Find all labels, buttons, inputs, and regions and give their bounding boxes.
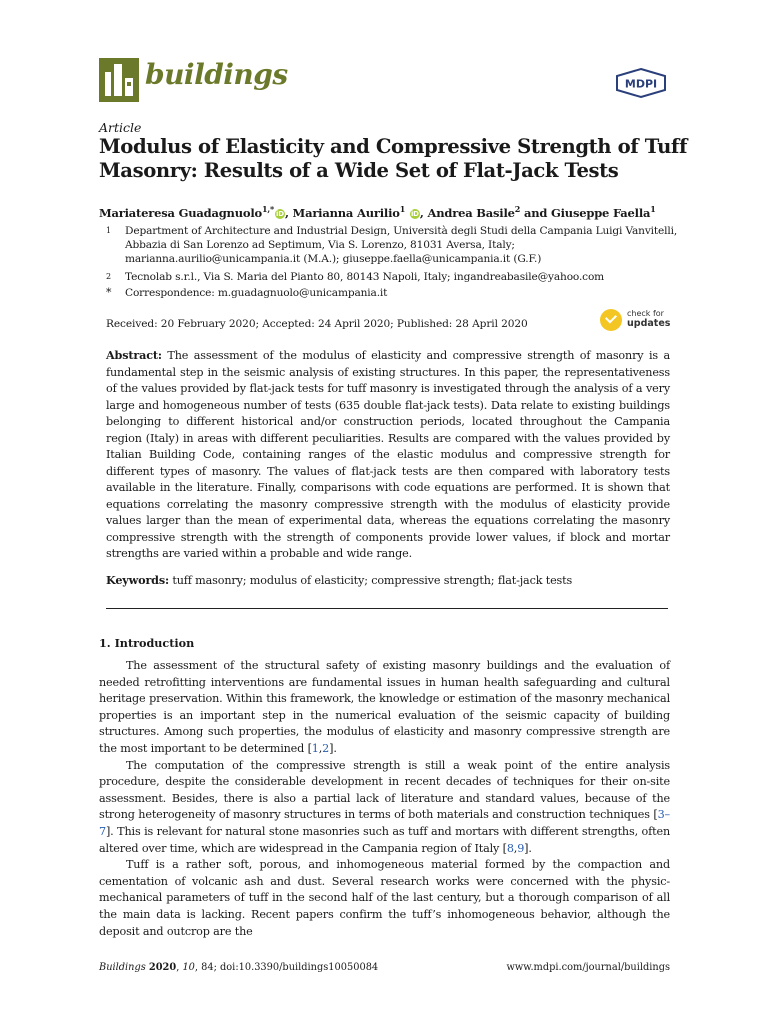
- orcid-icon[interactable]: iD: [276, 209, 284, 218]
- section-heading: 1. Introduction: [99, 636, 195, 650]
- paper-title: Modulus of Elasticity and Compressive Strength of Tuff Masonry: Results of a Wide Set of Flat-Jack Tests: [99, 135, 687, 182]
- paragraph: Tuff is a rather soft, porous, and inhomogeneous material formed by the compaction and cementation of volcanic ash and dust. Several research works were concerned with the physic-mechanical parameters of tuff in the second half of the last century, but a thorough comparison of all the main data is lacking. Recent papers confirm the tuff’s inhomogeneous behavior, although the deposit and outcrop are the: [99, 858, 670, 938]
- abstract-label: Abstract:: [106, 348, 162, 362]
- buildings-logo-icon: [99, 58, 139, 102]
- publication-dates: Received: 20 February 2020; Accepted: 24 April 2020; Published: 28 April 2020: [106, 318, 528, 330]
- introduction-body: [99, 658, 670, 940]
- affiliation-2: 2 Tecnolab s.r.l., Via S. Maria del Pianto 80, 80143 Napoli, Italy; ingandreabasile@yahoo.com: [106, 271, 605, 283]
- affiliation-1: 1 Department of Architecture and Industrial Design, Università degli Studi della Campania Luigi Vanvitelli, Abbazia di San Lorenzo ad Septimum, Via S. Lorenzo, 81031 Aversa, Italy; marianna.aurilio@unicampania.it (M.A.); giuseppe.faella@unicampania.it (G.F.): [106, 225, 678, 265]
- author-name: Marianna Aurilio: [292, 205, 400, 220]
- author-name: Giuseppe Faella: [551, 205, 651, 220]
- footer-citation: Buildings 2020, 10, 84; doi:10.3390/buildings10050084: [99, 962, 379, 973]
- journal-name: buildings: [145, 58, 288, 91]
- citation-link[interactable]: 8: [506, 841, 514, 855]
- paragraph: The assessment of the structural safety of existing masonry buildings and the evaluation of needed retrofitting interventions are fundamental issues in human health safeguarding and cultural heritage preservation. Within this framework, the knowledge or estimation of the masonry mechanical properties is an important step in the numerical evaluation of the seismic capacity of building structures. Among such properties, the modulus of elasticity and masonry compressive strength are the most important to be determined [1,2].: [99, 659, 670, 755]
- author-list: Mariateresa Guadagnuolo$^{1,*}$ iD, Marianna Aurilio$^1$ iD, Andrea Basile$^2$ and Giuseppe Faella$^1$: [99, 204, 656, 220]
- citation-link[interactable]: 3–7: [99, 808, 670, 838]
- article-type: Article: [99, 120, 142, 135]
- citation-link[interactable]: 1: [311, 741, 319, 755]
- svg-text:MDPI: MDPI: [624, 77, 658, 91]
- keywords: [106, 573, 670, 587]
- citation-link[interactable]: 2: [322, 741, 330, 755]
- keywords-text: tuff masonry; modulus of elasticity; compressive strength; flat-jack tests: [172, 574, 573, 587]
- correspondence: * Correspondence: m.guadagnuolo@unicampania.it: [106, 286, 388, 299]
- check-for-updates-badge[interactable]: check for updates: [600, 309, 680, 333]
- author-name: Andrea Basile: [427, 205, 515, 220]
- author-name: Mariateresa Guadagnuolo: [99, 205, 262, 220]
- check-icon: [600, 309, 622, 331]
- keywords-label: Keywords:: [106, 573, 169, 587]
- divider: [106, 608, 668, 609]
- footer-url[interactable]: www.mdpi.com/journal/buildings: [506, 962, 670, 973]
- citation-link[interactable]: 9: [517, 841, 525, 855]
- abstract-text: The assessment of the modulus of elasticity and compressive strength of masonry is a fundamental step in the seismic analysis of existing structures. In this paper, the representativeness of the values provided by flat-jack tests for tuff masonry is investigated through the analysis of a very large and homogeneous number of tests (635 double flat-jack tests). Data relate to existing buildings belonging to different historical and/or construction periods, located throughout the Campania region (Italy) in areas with different peculiarities. Results are compared with the values provided by Italian Building Code, containing ranges of the elastic modulus and compressive strength for different types of masonry. The values of flat-jack tests are then compared with laboratory tests available in the literature. Finally, comparisons with code equations are performed. It is shown that equations correlating the masonry compressive strength with the modulus of elasticity provide values larger than the mean of experimental data, whereas the equations correlating the masonry compressive strength with the strength of components provide lower values, if block and mortar strengths are varied within a probable and wide range.: [106, 349, 670, 560]
- mdpi-logo: [615, 68, 667, 98]
- paragraph: The computation of the compressive strength is still a weak point of the entire analysis procedure, despite the considerable development in recent decades of techniques for their on-site assessment. Besides, there is also a partial lack of literature and standard values, because of the strong heterogeneity of masonry structures in terms of both materials and construction techniques [3–7]. This is relevant for natural stone masonries such as tuff and mortars with different strengths, often altered over time, which are widespread in the Campania region of Italy [8,9].: [99, 758, 670, 855]
- orcid-icon[interactable]: iD: [410, 209, 419, 218]
- abstract: [106, 347, 670, 563]
